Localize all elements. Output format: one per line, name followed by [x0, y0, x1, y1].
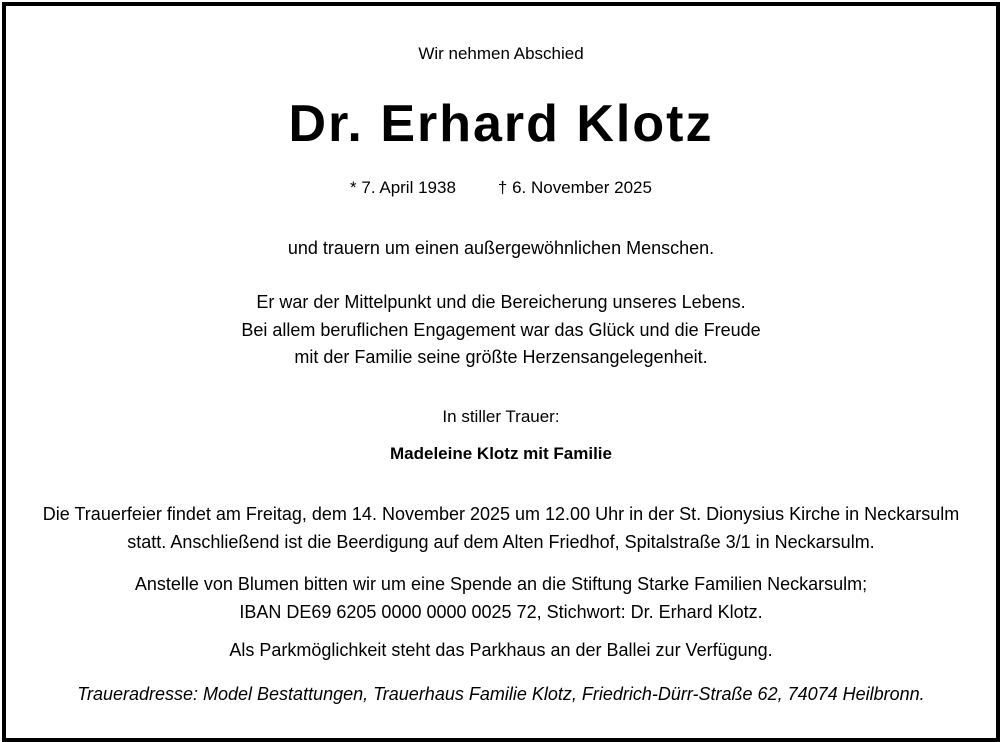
mourning-address: Traueradresse: Model Bestattungen, Trauerhaus Familie Klotz, Friedrich-Dürr-Straße 62, 74074 Heilbronn.: [77, 684, 925, 704]
tribute-line-2: Bei allem beruflichen Engagement war das Glück und die Freude: [241, 320, 761, 340]
donation-line-2: IBAN DE69 6205 0000 0000 0025 72, Stichwort: Dr. Erhard Klotz.: [239, 602, 763, 622]
obituary-notice: [2, 2, 1000, 742]
tribute-line-1: Er war der Mittelpunkt und die Bereicherung unseres Lebens.: [256, 292, 746, 312]
ceremony-line-1: Die Trauerfeier findet am Freitag, dem 14. November 2025 um 12.00 Uhr in der St. Dionysius Kirche in Neckarsulm: [42, 504, 960, 524]
ceremony-line-2: statt. Anschließend ist die Beerdigung auf dem Alten Friedhof, Spitalstraße 3/1 in Neckarsulm.: [127, 532, 875, 552]
donation-line-1: Anstelle von Blumen bitten wir um eine Spende an die Stiftung Starke Familien Neckarsulm;: [134, 574, 868, 594]
death-date: † 6. November 2025: [497, 178, 652, 197]
mourners-intro: In stiller Trauer:: [442, 407, 560, 426]
birth-date: * 7. April 1938: [350, 178, 456, 197]
life-dates: [6, 178, 996, 198]
mourn-line: und trauern um einen außergewöhnlichen Menschen.: [287, 238, 715, 258]
tribute-line-3: mit der Familie seine größte Herzensangelegenheit.: [294, 347, 708, 367]
intro-line: Wir nehmen Abschied: [418, 44, 584, 63]
deceased-name: Dr. Erhard Klotz: [288, 95, 714, 153]
mourners-names: Madeleine Klotz mit Familie: [390, 444, 612, 463]
parking-line: Als Parkmöglichkeit steht das Parkhaus an der Ballei zur Verfügung.: [229, 640, 773, 660]
